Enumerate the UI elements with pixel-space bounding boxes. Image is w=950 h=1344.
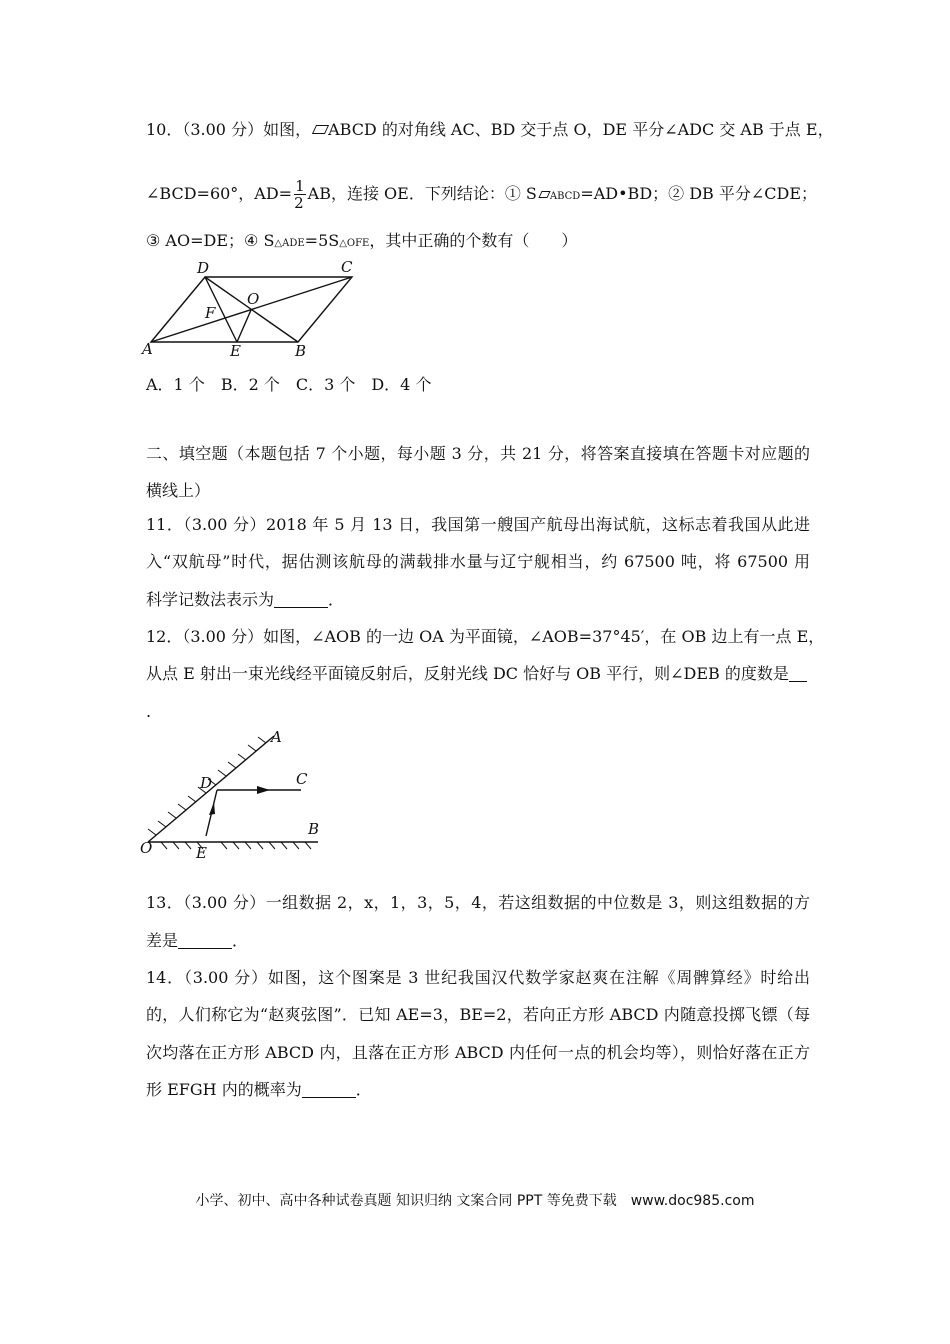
section2-line-2: 横线上） (146, 481, 211, 500)
fraction-one-half: $\frac{1}{2}$ (294, 177, 305, 212)
label-a: A (271, 728, 282, 746)
q11-line-3: 科学记数法表示为 ． (146, 590, 345, 609)
arrow-right-icon (257, 786, 270, 794)
label-e: E (196, 844, 207, 862)
q10-line-1: 10．（3.00 分）如图， ABCD 的对角线 AC、BD 交于点 O，DE 平分∠ADC 交 AB 于点 E， (146, 120, 834, 139)
label-a: A (142, 340, 153, 358)
label-o: O (247, 290, 260, 308)
q14-line-3: 次均落在正方形 ABCD 内，且落在正方形 ABCD 内任何一点的机会均等），则恰好落在正方 (146, 1043, 810, 1062)
label-c: C (341, 258, 353, 276)
answer-blank (178, 932, 232, 949)
label-d: D (197, 259, 210, 277)
arrow-up-icon (209, 802, 215, 815)
q11-line-2: 入“双航母”时代，据估测该航母的满载排水量与辽宁舰相当，约 67500 吨，将 67500 用 (146, 552, 810, 571)
q12-line-3: . (146, 702, 152, 721)
label-f: F (205, 304, 216, 322)
diagonal-bd (205, 277, 298, 342)
q10-line-2: ∠BCD=60°，AD= $\frac{1}{2}$ AB，连接 OE．下列结论：① S ABCD=AD•BD；② DB 平分∠CDE； (146, 177, 818, 212)
answer-blank (302, 1081, 356, 1098)
q13-line-2: 差是 ． (146, 931, 249, 950)
answer-blank (274, 591, 328, 608)
section2-line-1: 二、填空题（本题包括 7 个小题，每小题 3 分，共 21 分，将答案直接填在答题卡对应题的 (146, 444, 810, 463)
label-d: D (200, 774, 213, 792)
page-footer: 小学、初中、高中各种试卷真题 知识归纳 文案合同 PPT 等免费下载 www.doc985.com (195, 1193, 755, 1209)
label-o: O (140, 839, 153, 857)
q12-line-2: 从点 E 射出一束光线经平面镜反射后，反射光线 DC 恰好与 OB 平行，则∠DEB 的度数是 (146, 663, 810, 685)
q14-line-4: 形 EFGH 内的概率为 ． (146, 1080, 372, 1099)
q10-line-3: ③ AO=DE；④ S△ADE=5S△OFE，其中正确的个数有（ ） (146, 231, 578, 250)
segment-oe (237, 310, 251, 342)
parallelogram-icon (312, 125, 329, 134)
q13-line-1: 13．（3.00 分）一组数据 2，x，1，3，5，4，若这组数据的中位数是 3，则这组数据的方 (146, 893, 810, 912)
parallelogram-icon (538, 191, 550, 198)
q14-line-2: 的，人们称它为“赵爽弦图”．已知 AE=3，BE=2，若向正方形 ABCD 内随意投掷飞镖（每 (146, 1005, 810, 1024)
q11-line-1: 11．（3.00 分）2018 年 5 月 13 日，我国第一艘国产航母出海试航，这标志着我国从此进 (146, 515, 810, 534)
q14-line-1: 14．（3.00 分）如图，这个图案是 3 世纪我国汉代数学家赵爽在注解《周髀算经》时给出 (146, 968, 810, 987)
q10-options: A．1 个 B．2 个 C．3 个 D．4 个 (146, 375, 432, 394)
label-c: C (296, 770, 308, 788)
q10-parallelogram-figure (138, 256, 368, 360)
q12-line-1: 12．（3.00 分）如图，∠AOB 的一边 OA 为平面镜，∠AOB=37°45′，在 OB 边上有一点 E， (146, 627, 825, 646)
label-b: B (295, 342, 307, 360)
answer-blank (789, 665, 807, 682)
label-b: B (308, 820, 320, 838)
q12-mirror-figure (136, 726, 336, 866)
label-e: E (230, 342, 241, 360)
